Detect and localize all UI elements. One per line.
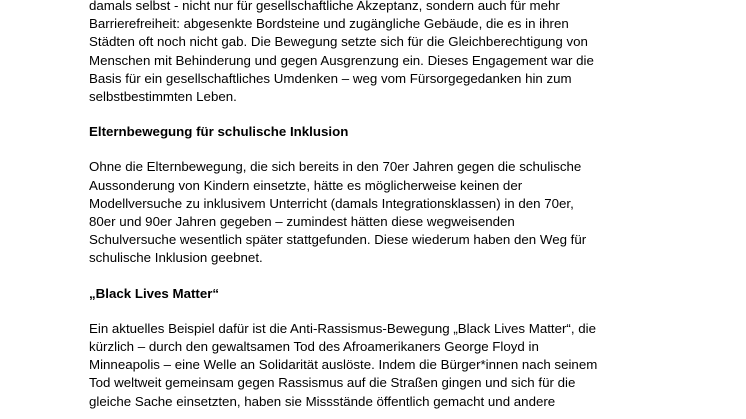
- text-line: selbstbestimmten Leben.: [89, 89, 237, 105]
- text-line: Basis für ein gesellschaftliches Umdenken – weg vom Fürsorgegedanken hin zum: [89, 70, 572, 86]
- paragraph-parents-movement: [89, 158, 649, 267]
- paragraph-accessibility-movement: [89, 0, 649, 106]
- text-line: damals selbst - nicht nur für gesellschaftliche Akzeptanz, sondern auch für mehr: [89, 0, 560, 13]
- text-line: 80er und 90er Jahren gegeben – zumindest hätten diese wegweisenden: [89, 214, 515, 230]
- text-line: schulische Inklusion geebnet.: [89, 250, 263, 266]
- text-line: gleiche Sache einsetzten, haben sie Missstände öffentlich gemacht und andere: [89, 393, 556, 409]
- paragraph-black-lives-matter: [89, 320, 649, 411]
- spacer: [89, 268, 649, 285]
- text-line: Ein aktuelles Beispiel dafür ist die Anti-Rassismus-Bewegung „Black Lives Matter“, die: [89, 320, 596, 336]
- text-line: Aussonderung von Kindern einsetzte, hätte es möglicherweise keinen der: [89, 177, 523, 193]
- spacer: [89, 303, 649, 320]
- text-line: Minneapolis – eine Welle an Solidarität auslöste. Indem die Bürger*innen nach seinem: [89, 357, 598, 373]
- text-line: Modellversuche zu inklusivem Unterricht (damals Integrationsklassen) in den 70er,: [89, 195, 574, 211]
- text-line: Tod weltweit gemeinsam gegen Rassismus auf die Straßen gingen und sich für die: [89, 375, 576, 391]
- section-heading-parents-movement: Elternbewegung für schulische Inklusion: [89, 124, 349, 140]
- spacer: [89, 141, 649, 158]
- section-heading-black-lives-matter: „Black Lives Matter“: [89, 285, 220, 301]
- text-line: Schulversuche wesentlich später stattgefunden. Diese wiederum haben den Weg für: [89, 232, 587, 248]
- text-line: Menschen mit Behinderung und gegen Ausgrenzung ein. Dieses Engagement war die: [89, 52, 594, 68]
- text-line: Ohne die Elternbewegung, die sich bereits in den 70er Jahren gegen die schulische: [89, 159, 582, 175]
- spacer: [89, 106, 649, 123]
- text-line: kürzlich – durch den gewaltsamen Tod des Afroamerikaners George Floyd in: [89, 339, 539, 355]
- text-line: Barrierefreiheit: abgesenkte Bordsteine und zugängliche Gebäude, die es in ihren: [89, 16, 569, 32]
- document-page: [89, 0, 649, 411]
- text-line: Städten oft noch nicht gab. Die Bewegung setzte sich für die Gleichberechtigung von: [89, 34, 588, 50]
